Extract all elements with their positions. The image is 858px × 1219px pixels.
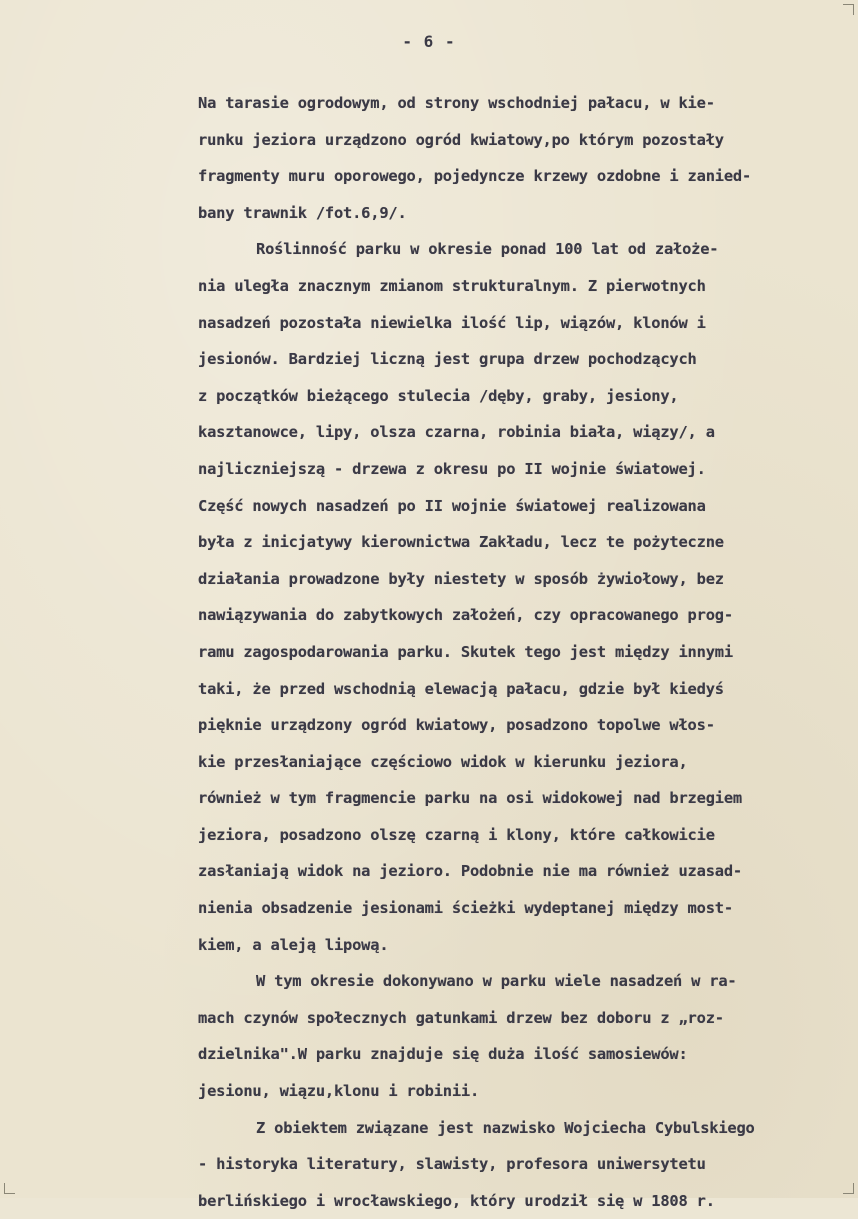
corner-mark-top-right bbox=[843, 4, 854, 15]
text-line: Z obiektem związane jest nazwisko Wojciecha Cybulskiego bbox=[256, 1118, 755, 1137]
text-line: runku jeziora urządzono ogród kwiatowy,po którym pozostały bbox=[198, 130, 724, 149]
text-line: fragmenty muru oporowego, pojedyncze krzewy ozdobne i zanied- bbox=[198, 167, 752, 186]
text-line: berlińskiego i wrocławskiego, który urodził się w 1808 r. bbox=[198, 1191, 715, 1210]
text-line: z początków bieżącego stulecia /dęby, graby, jesiony, bbox=[198, 386, 679, 405]
text-line: jesionów. Bardziej liczną jest grupa drzew pochodzących bbox=[198, 350, 697, 369]
text-line: ramu zagospodarowania parku. Skutek tego jest między innymi bbox=[198, 642, 733, 661]
text-line: Roślinność parku w okresie ponad 100 lat od założe- bbox=[256, 240, 719, 259]
text-line: nienia obsadzenie jesionami ścieżki wydeptanej między most- bbox=[198, 899, 733, 918]
text-line: bany trawnik /fot.6,9/. bbox=[198, 203, 407, 222]
text-line: taki, że przed wschodnią elewacją pałacu, gdzie był kiedyś bbox=[198, 679, 724, 698]
text-line: jeziora, posadzono olszę czarną i klony, które całkowicie bbox=[198, 825, 715, 844]
text-line: najliczniejszą - drzewa z okresu po II wojnie światowej. bbox=[198, 459, 706, 478]
page-number: - 6 - bbox=[402, 32, 456, 51]
text-line: kiem, a aleją lipową. bbox=[198, 935, 389, 954]
typewritten-text-body bbox=[198, 85, 838, 1219]
text-line: nia uległa znacznym zmianom strukturalnym. Z pierwotnych bbox=[198, 276, 706, 295]
text-line: działania prowadzone były niestety w sposób żywiołowy, bez bbox=[198, 569, 724, 588]
text-line: pięknie urządzony ogród kwiatowy, posadzono topolwe włos- bbox=[198, 716, 715, 735]
text-line: jesionu, wiązu,klonu i robinii. bbox=[198, 1082, 480, 1101]
text-line: zasłaniają widok na jezioro. Podobnie nie ma również uzasad- bbox=[198, 862, 742, 881]
text-line: Na tarasie ogrodowym, od strony wschodniej pałacu, w kie- bbox=[198, 94, 715, 112]
text-line: nasadzeń pozostała niewielka ilość lip, wiązów, klonów i bbox=[198, 313, 706, 332]
text-line: - historyka literatury, slawisty, profesora uniwersytetu bbox=[198, 1155, 706, 1174]
text-line: kie przesłaniające częściowo widok w kierunku jeziora, bbox=[198, 752, 688, 771]
text-line: dzielnika".W parku znajduje się duża ilość samosiewów: bbox=[198, 1045, 688, 1064]
text-line: nawiązywania do zabytkowych założeń, czy opracowanego prog- bbox=[198, 606, 733, 625]
text-line: Część nowych nasadzeń po II wojnie światowej realizowana bbox=[198, 496, 706, 515]
text-line: kasztanowce, lipy, olsza czarna, robinia biała, wiązy/, a bbox=[198, 423, 715, 442]
text-line: również w tym fragmencie parku na osi widokowej nad brzegiem bbox=[198, 789, 742, 808]
text-line: W tym okresie dokonywano w parku wiele nasadzeń w ra- bbox=[256, 972, 737, 991]
text-line: mach czynów społecznych gatunkami drzew bez doboru z „roz- bbox=[198, 1008, 724, 1027]
corner-mark-bottom-left bbox=[4, 1183, 15, 1194]
corner-mark-bottom-right bbox=[843, 1183, 854, 1194]
text-line: była z inicjatywy kierownictwa Zakładu, lecz te pożyteczne bbox=[198, 533, 724, 552]
